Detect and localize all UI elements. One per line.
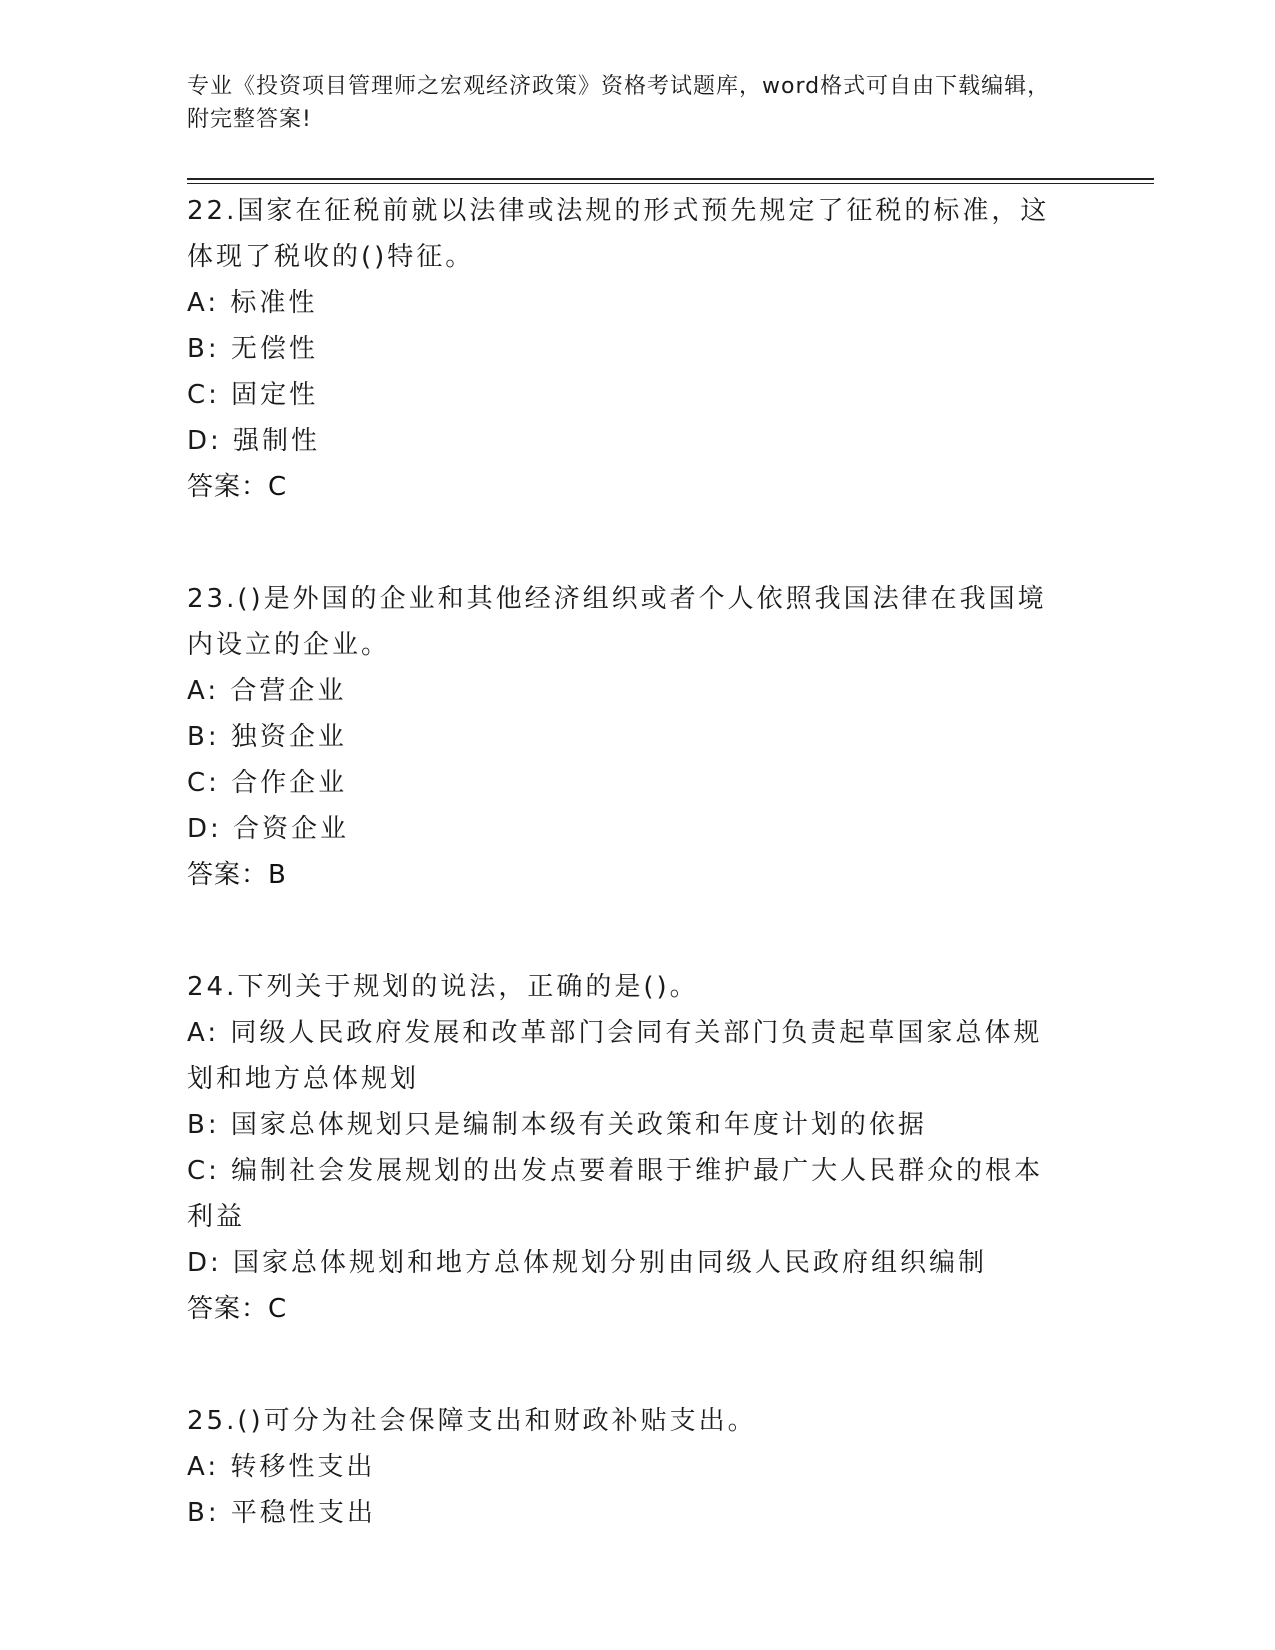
answer-label: 答案：C (187, 472, 288, 502)
option-a: A: 标准性 (187, 288, 318, 318)
header-divider-thick (187, 178, 1154, 180)
question-list (187, 188, 1067, 1556)
question-gap (187, 510, 1067, 556)
question-gap (187, 898, 1067, 944)
question-stem: 23.()是外国的企业和其他经济组织或者个人依照我国法律在我国境内设立的企业。 (187, 584, 1047, 660)
question-stem: 24.下列关于规划的说法，正确的是()。 (187, 972, 699, 1002)
document-header: 专业《投资项目管理师之宏观经济政策》资格考试题库，word格式可自由下载编辑，附完整答案! (187, 74, 1051, 132)
option-a: A: 合营企业 (187, 676, 347, 706)
option-a: A: 转移性支出 (187, 1452, 376, 1482)
option-c: C: 固定性 (187, 380, 319, 410)
question-stem: 25.()可分为社会保障支出和财政补贴支出。 (187, 1406, 757, 1436)
option-b: B: 平稳性支出 (187, 1498, 376, 1528)
answer-label: 答案：C (187, 1294, 288, 1324)
answer-label: 答案：B (187, 860, 287, 890)
header-divider-thin (187, 183, 1154, 184)
question-23 (187, 576, 1067, 944)
option-a: A: 同级人民政府发展和改革部门会同有关部门负责起草国家总体规划和地方总体规划 (187, 1018, 1043, 1094)
question-24 (187, 964, 1067, 1378)
option-c: C: 编制社会发展规划的出发点要着眼于维护最广大人民群众的根本利益 (187, 1156, 1044, 1232)
question-stem: 22.国家在征税前就以法律或法规的形式预先规定了征税的标准，这体现了税收的()特征。 (187, 196, 1050, 272)
question-22 (187, 188, 1067, 556)
option-d: D: 合资企业 (187, 814, 350, 844)
question-25 (187, 1398, 1067, 1536)
option-c: C: 合作企业 (187, 768, 348, 798)
option-b: B: 国家总体规划只是编制本级有关政策和年度计划的依据 (187, 1110, 927, 1140)
question-gap (187, 1332, 1067, 1378)
option-b: B: 无偿性 (187, 334, 318, 364)
option-b: B: 独资企业 (187, 722, 347, 752)
option-d: D: 强制性 (187, 426, 321, 456)
option-d: D: 国家总体规划和地方总体规划分别由同级人民政府组织编制 (187, 1248, 988, 1278)
